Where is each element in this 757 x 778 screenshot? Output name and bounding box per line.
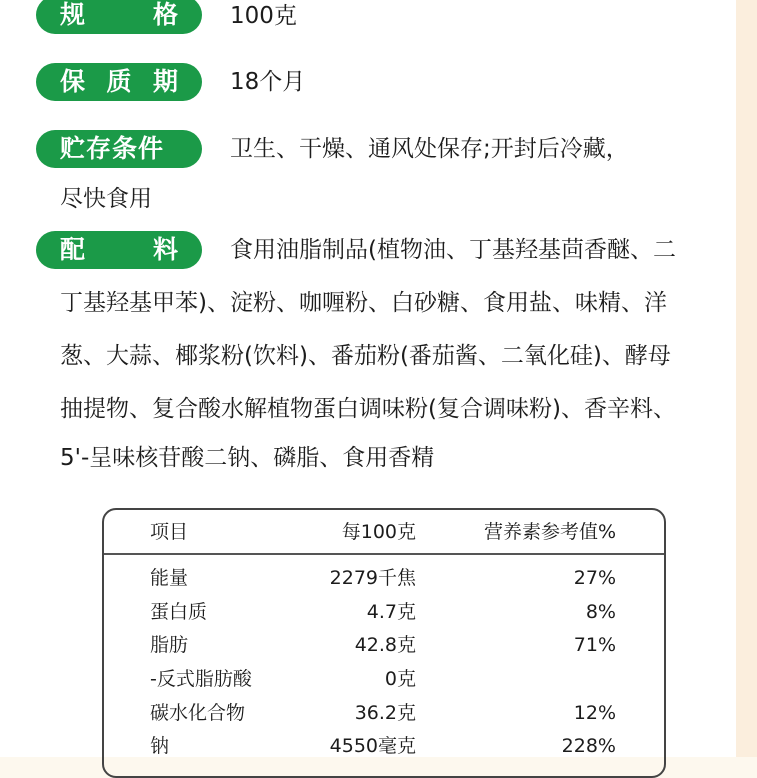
- shelf-life-value: 18个月: [230, 69, 306, 95]
- nutrition-table-header: [104, 510, 664, 555]
- header-item: 项目: [150, 521, 189, 543]
- ingredients-line-3: 葱、大蒜、椰浆粉(饮料)、番茄粉(番茄酱、二氧化硅)、酵母: [60, 343, 671, 369]
- spec-label-char: 格: [152, 0, 178, 29]
- row-sodium-name: 钠: [150, 735, 170, 757]
- header-per-100g: 每100克: [341, 521, 416, 543]
- ingredients-line-2: 丁基羟基甲苯)、淀粉、咖喱粉、白砂糖、食用盐、味精、洋: [60, 290, 667, 316]
- row-energy-name: 能量: [150, 567, 189, 589]
- ingredients-line-1: 食用油脂制品(植物油、丁基羟基茴香醚、二: [230, 237, 676, 263]
- row-fat-nrv: 71%: [573, 634, 616, 656]
- storage-line-1: 卫生、干燥、通风处保存;开封后冷藏，: [230, 136, 629, 162]
- row-fat-amount: 42.8克: [354, 634, 416, 656]
- row-sodium-nrv: 228%: [561, 735, 616, 757]
- right-edge-strip: [736, 0, 757, 757]
- storage-label: 贮存条件: [60, 134, 165, 163]
- ingredients-line-5: 5'-呈味核苷酸二钠、磷脂、食用香精: [60, 445, 435, 471]
- row-carbohydrate-amount: 36.2克: [354, 702, 416, 724]
- spec-label-pill: [36, 0, 202, 34]
- storage-line-2: 尽快食用: [60, 186, 152, 212]
- row-fat-name: 脂肪: [150, 634, 189, 656]
- row-protein-amount: 4.7克: [366, 601, 416, 623]
- row-trans-fat-name: -反式脂肪酸: [150, 668, 252, 690]
- ingredients-label-char: 料: [152, 235, 178, 264]
- row-energy-amount: 2279千焦: [329, 567, 416, 589]
- nutrition-table: [102, 508, 666, 778]
- header-nrv: 营养素参考值%: [483, 521, 616, 543]
- row-trans-fat-amount: 0克: [384, 668, 416, 690]
- row-sodium-amount: 4550毫克: [329, 735, 416, 757]
- ingredients-line-4: 抽提物、复合酸水解植物蛋白调味粉(复合调味粉)、香辛料、: [60, 396, 676, 422]
- ingredients-label-char: 配: [60, 235, 86, 264]
- row-protein-nrv: 8%: [585, 601, 616, 623]
- row-energy-nrv: 27%: [573, 567, 616, 589]
- row-protein-name: 蛋白质: [150, 601, 208, 623]
- ingredients-label-pill: [36, 231, 202, 269]
- shelf-life-label-char: 期: [152, 67, 178, 96]
- shelf-life-label-char: 质: [106, 67, 132, 96]
- spec-label-char: 规: [60, 0, 86, 29]
- row-carbohydrate-nrv: 12%: [573, 702, 616, 724]
- shelf-life-label-pill: [36, 63, 202, 101]
- shelf-life-label-char: 保: [60, 67, 86, 96]
- row-carbohydrate-name: 碳水化合物: [150, 702, 246, 724]
- storage-label-pill: [36, 130, 202, 168]
- spec-value: 100克: [230, 3, 297, 29]
